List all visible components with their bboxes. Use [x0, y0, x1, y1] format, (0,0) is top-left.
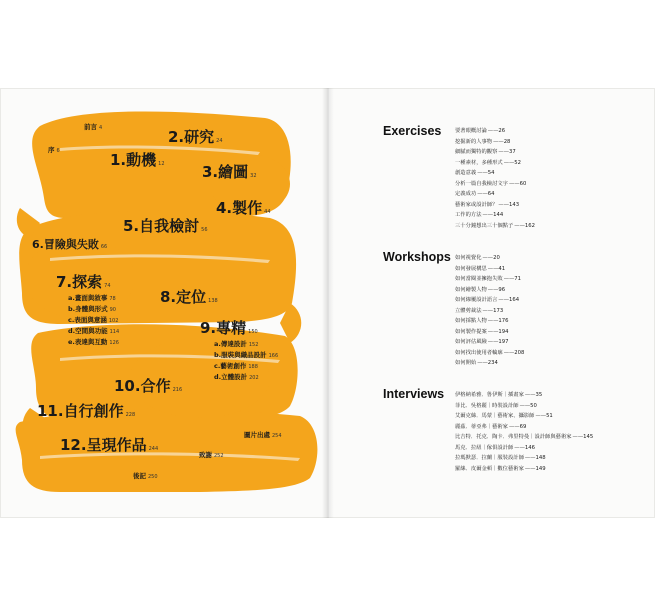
toc-chapter-2: 2.研究 24	[168, 128, 223, 146]
toc-chapter-7: 7.探索 74	[56, 273, 111, 291]
toc-chapter-1: 1.動機 12	[110, 151, 165, 169]
list-item: 藝術家或設計師？——143	[455, 201, 520, 208]
toc-chapter-6: 6.冒險與失敗 66	[32, 238, 108, 251]
list-item: 如何當閱並擁抱失敗——71	[455, 276, 522, 282]
toc-9c: c.藝術創作 188	[214, 362, 258, 370]
toc-7c: c.表面與意涵 102	[68, 316, 119, 324]
workshops-list	[455, 253, 524, 369]
toc-7a: a.畫面與敘事 78	[68, 294, 116, 302]
toc-chapter-9: 9.專精 150	[200, 319, 258, 337]
exercises-list	[455, 126, 535, 231]
workshops-heading: Workshops	[383, 250, 451, 264]
list-item: 如何找出使用者輪廓——208	[455, 349, 525, 356]
list-item: 伊格納希雅．鲁伊斯｜插畫家——35	[455, 392, 543, 398]
toc-chapter-10: 10.合作 216	[114, 377, 183, 395]
list-item: 比吉特．托克．陶卡．弗里特曼｜設計師與藝術家——145	[455, 434, 594, 440]
left-page	[0, 88, 327, 518]
list-item: 菲比．吳格麗｜時裝設計師——50	[455, 402, 537, 409]
toc-chapter-12: 12.呈現作品 244	[60, 436, 159, 454]
list-item: 如何製作提案——194	[455, 328, 509, 335]
toc-afterword: 後記 250	[133, 472, 158, 480]
toc-credits: 圖片出處 254	[244, 431, 282, 439]
toc-9b: b.服裝與織品設計 166	[214, 351, 279, 359]
toc-prologue: 序 6	[48, 146, 60, 154]
list-item: 麗茲．蒂亞弗｜藝術家——69	[455, 423, 527, 430]
toc-chapter-8: 8.定位 138	[160, 288, 218, 306]
list-item: 如何評估風險——197	[455, 339, 509, 345]
interviews-list	[455, 390, 593, 474]
toc-chapter-11: 11.自行創作 228	[37, 402, 136, 420]
toc-chapter-4: 4.製作 44	[216, 199, 271, 217]
toc-preface: 前言 4	[84, 123, 103, 131]
list-item: 馬克．拉紐｜傢俱設計師——146	[455, 444, 535, 451]
toc-7e: e.表達與互動 126	[68, 338, 119, 346]
list-item: 立體剪裁法——173	[455, 307, 504, 314]
list-item: 如何發展構思——41	[455, 265, 506, 272]
list-item: 羅絲．皮爾金頓｜數位藝術家——149	[455, 465, 546, 472]
interviews-heading: Interviews	[383, 387, 445, 401]
list-item: 如何視覺化——20	[455, 255, 500, 261]
list-item: 工作的方法——144	[455, 212, 504, 218]
toc-7b: b.身體與形式 90	[68, 305, 116, 313]
list-item: 如何繪製人物——96	[455, 286, 506, 293]
toc-chapter-5: 5.自我檢討 56	[123, 217, 208, 235]
list-item: 分析一篇自我檢討文字——60	[455, 180, 527, 187]
list-item: 艾爾克絲．馬蒙｜藝術家、攝影師——51	[455, 413, 553, 419]
toc-chapter-3: 3.繪圖 32	[202, 163, 257, 181]
toc-9a: a.傳達設計 152	[214, 340, 259, 348]
exercises-heading: Exercises	[383, 124, 442, 138]
list-item: 如何採點人物——176	[455, 318, 509, 324]
toc-7d: d.空間與功能 114	[68, 327, 120, 335]
list-item: 創造意義——54	[455, 170, 495, 176]
list-item: 如何線覆設計語言——164	[455, 297, 520, 303]
list-item: 細膩而獨特的觀察——37	[455, 149, 516, 155]
list-item: 如何開始——234	[455, 360, 498, 366]
right-page	[327, 88, 655, 518]
list-item: 定義成功——64	[455, 191, 495, 197]
toc-thanks: 致謝 252	[199, 451, 224, 459]
list-item: 要著眼概討論——26	[455, 128, 506, 134]
list-item: 挖掘新的人事物——28	[455, 138, 511, 145]
list-item: 拉瑪默瑟．拉蘭｜服裝設計師——148	[455, 455, 546, 461]
toc-9d: d.立體設計 202	[214, 373, 259, 381]
list-item: 三十分鐘想出三十個點子——162	[455, 222, 535, 229]
list-item: 一種素材，多種形式——52	[455, 159, 522, 166]
